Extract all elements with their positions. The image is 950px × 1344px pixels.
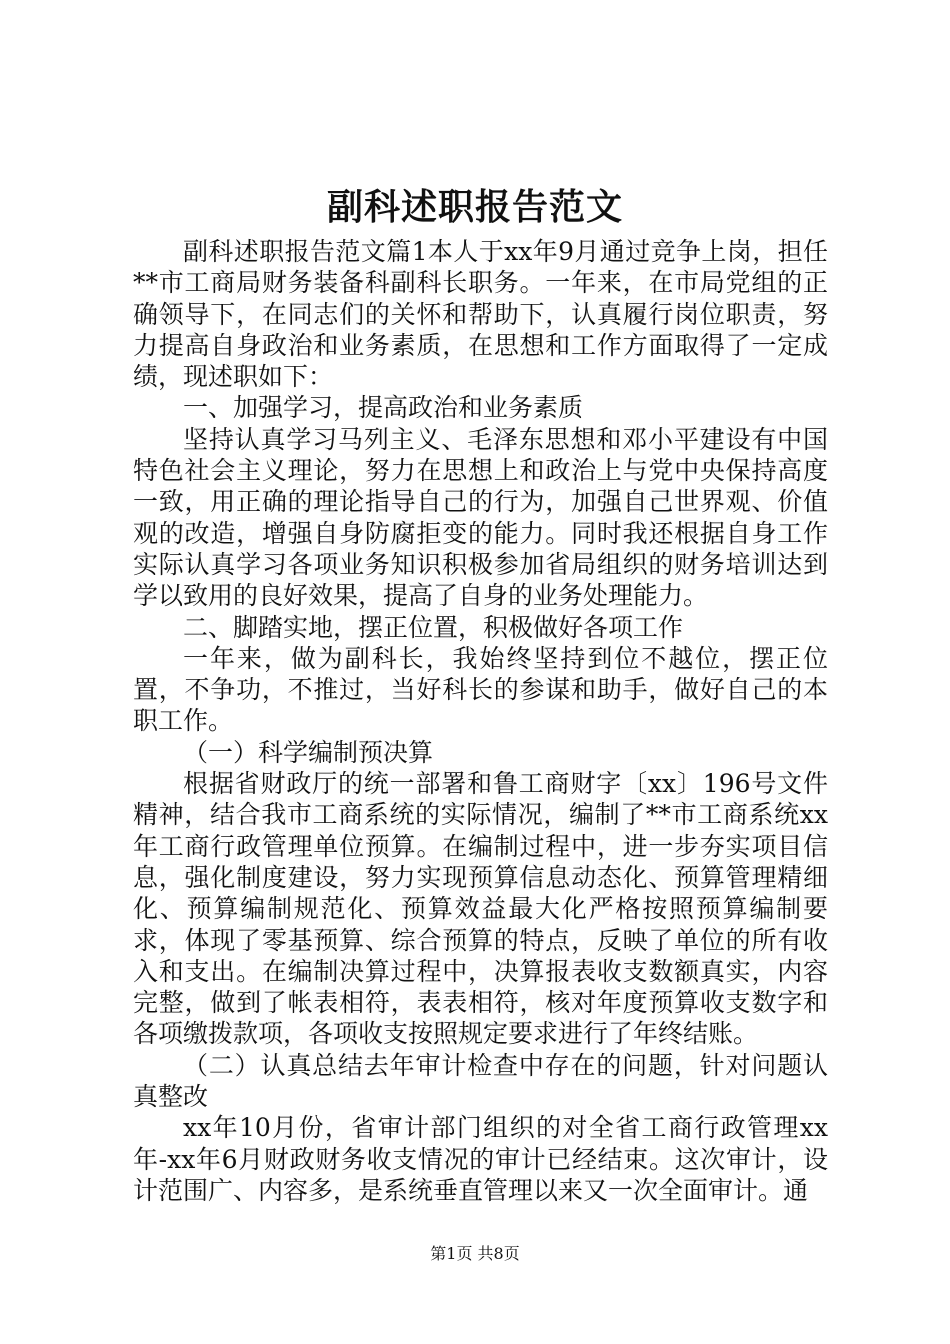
paragraph-budget: 根据省财政厅的统一部署和鲁工商财字〔xx〕196号文件精神，结合我市工商系统的实际情况，编制了**市工商系统xx年工商行政管理单位预算。在编制过程中，进一步夯实项目信息，强化制度建设，努力实现预算信息动态化、预算管理精细化、预算编制规范化、预算效益最大化严格按照预算编制要求，体现了零基预算、综合预算的特点，反映了单位的所有收入和支出。在编制决算过程中，决算报表收支数额真实，内容完整，做到了帐表相符，表表相符，核对年度预算收支数字和各项缴拨款项，各项收支按照规定要求进行了年终结账。 bbox=[133, 769, 828, 1049]
section-heading-2: 二、脚踏实地，摆正位置，积极做好各项工作 bbox=[183, 612, 684, 642]
document-body bbox=[133, 236, 828, 1206]
paragraph-audit: xx年10月份，省审计部门组织的对全省工商行政管理xx年-xx年6月财政财务收支情况的审计已经结束。这次审计，设计范围广、内容多，是系统垂直管理以来又一次全面审计。通 bbox=[133, 1113, 828, 1205]
paragraph-intro: 副科述职报告范文篇1本人于xx年9月通过竞争上岗，担任**市工商局财务装备科副科长职务。一年来，在市局党组的正确领导下，在同志们的关怀和帮助下，认真履行岗位职责，努力提高自身政治和业务素质，在思想和工作方面取得了一定成绩，现述职如下： bbox=[133, 237, 828, 392]
page-footer: 第1页 共8页 bbox=[430, 1244, 520, 1263]
subsection-heading-2: （二）认真总结去年审计检查中存在的问题，针对问题认真整改 bbox=[133, 1050, 828, 1112]
section-heading-1: 一、加强学习，提高政治和业务素质 bbox=[183, 393, 584, 423]
document-title: 副科述职报告范文 bbox=[326, 186, 623, 228]
paragraph-study: 坚持认真学习马列主义、毛泽东思想和邓小平建设有中国特色社会主义理论，努力在思想上和政治上与党中央保持高度一致，用正确的理论指导自己的行为，加强自己世界观、价值观的改造，增强自身防腐拒变的能力。同时我还根据自身工作实际认真学习各项业务知识积极参加省局组织的财务培训达到学以致用的良好效果，提高了自身的业务处理能力。 bbox=[133, 424, 828, 611]
subsection-heading-1: （一）科学编制预决算 bbox=[183, 737, 434, 767]
paragraph-role: 一年来，做为副科长，我始终坚持到位不越位，摆正位置，不争功，不推过，当好科长的参谋和助手，做好自己的本职工作。 bbox=[133, 643, 828, 736]
